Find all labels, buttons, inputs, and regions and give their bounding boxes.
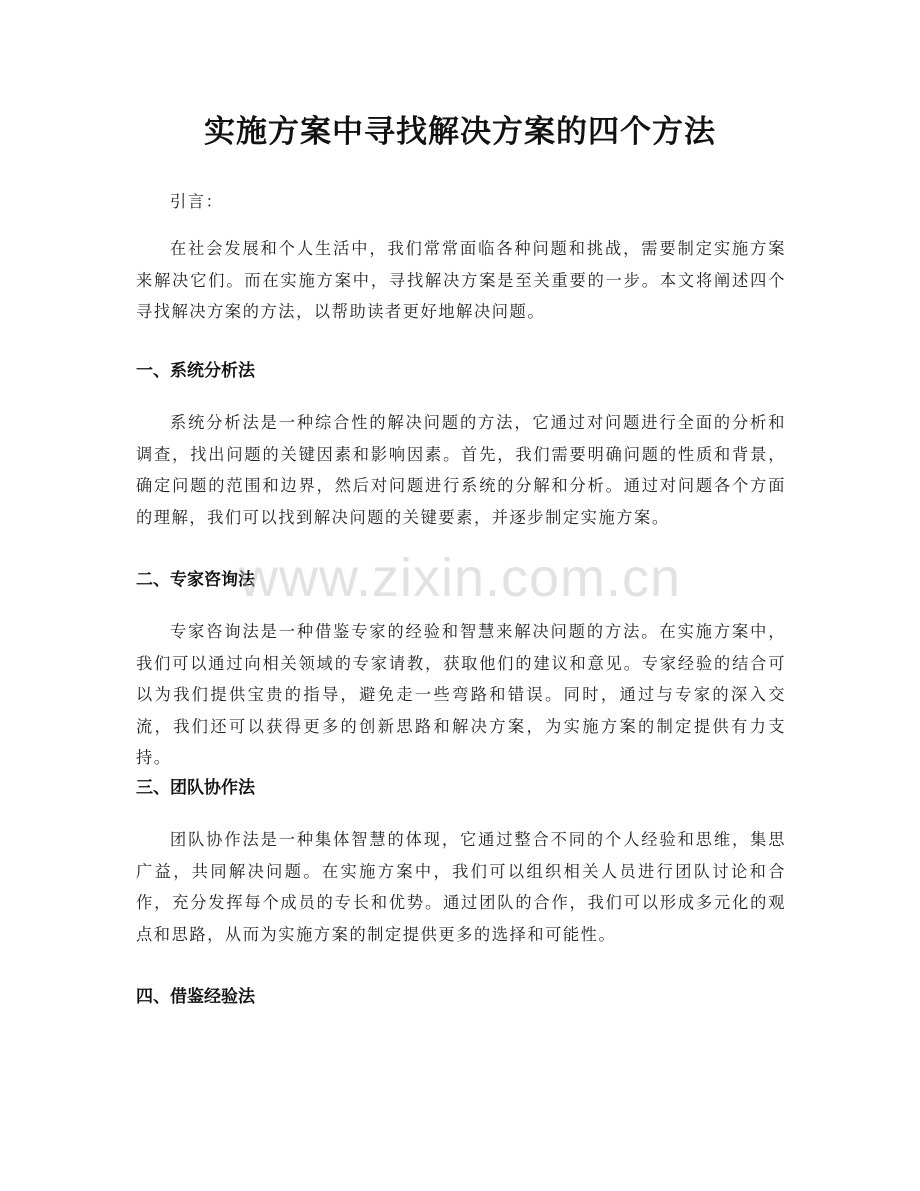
watermark: www.zixin.com.cn [238, 548, 682, 608]
section-paragraph-2: 专家咨询法是一种借鉴专家的经验和智慧来解决问题的方法。在实施方案中，我们可以通过向相关领域的专家请教，获取他们的建议和意见。专家经验的结合可以为我们提供宝贵的指导，避免走一些弯路和错误。同时，通过与专家的深入交流，我们还可以获得更多的创新思路和解决方案，为实施方案的制定提供有力支持。 [136, 622, 786, 767]
section-paragraph-1: 系统分析法是一种综合性的解决问题的方法，它通过对问题进行全面的分析和调查，找出问题的关键因素和影响因素。首先，我们需要明确问题的性质和背景，确定问题的范围和边界，然后对问题进行系统的分解和分析。通过对问题各个方面的理解，我们可以找到解决问题的关键要素，并逐步制定实施方案。 [136, 413, 786, 527]
section-heading-4: 四、借鉴经验法 [136, 987, 255, 1007]
section-heading-3: 三、团队协作法 [136, 778, 255, 798]
section-heading-1: 一、系统分析法 [136, 361, 255, 381]
intro-label: 引言： [170, 192, 224, 211]
document-title: 实施方案中寻找解决方案的四个方法 [204, 114, 716, 150]
section-paragraph-3: 团队协作法是一种集体智慧的体现，它通过整合不同的个人经验和思维，集思广益，共同解决问题。在实施方案中，我们可以组织相关人员进行团队讨论和合作，充分发挥每个成员的专长和优势。通过团队的合作，我们可以形成多元化的观点和思路，从而为实施方案的制定提供更多的选择和可能性。 [136, 830, 786, 944]
section-heading-2: 二、专家咨询法 [136, 570, 255, 590]
intro-paragraph: 在社会发展和个人生活中，我们常常面临各种问题和挑战，需要制定实施方案来解决它们。而在实施方案中，寻找解决方案是至关重要的一步。本文将阐述四个寻找解决方案的方法，以帮助读者更好地解决问题。 [136, 239, 786, 321]
